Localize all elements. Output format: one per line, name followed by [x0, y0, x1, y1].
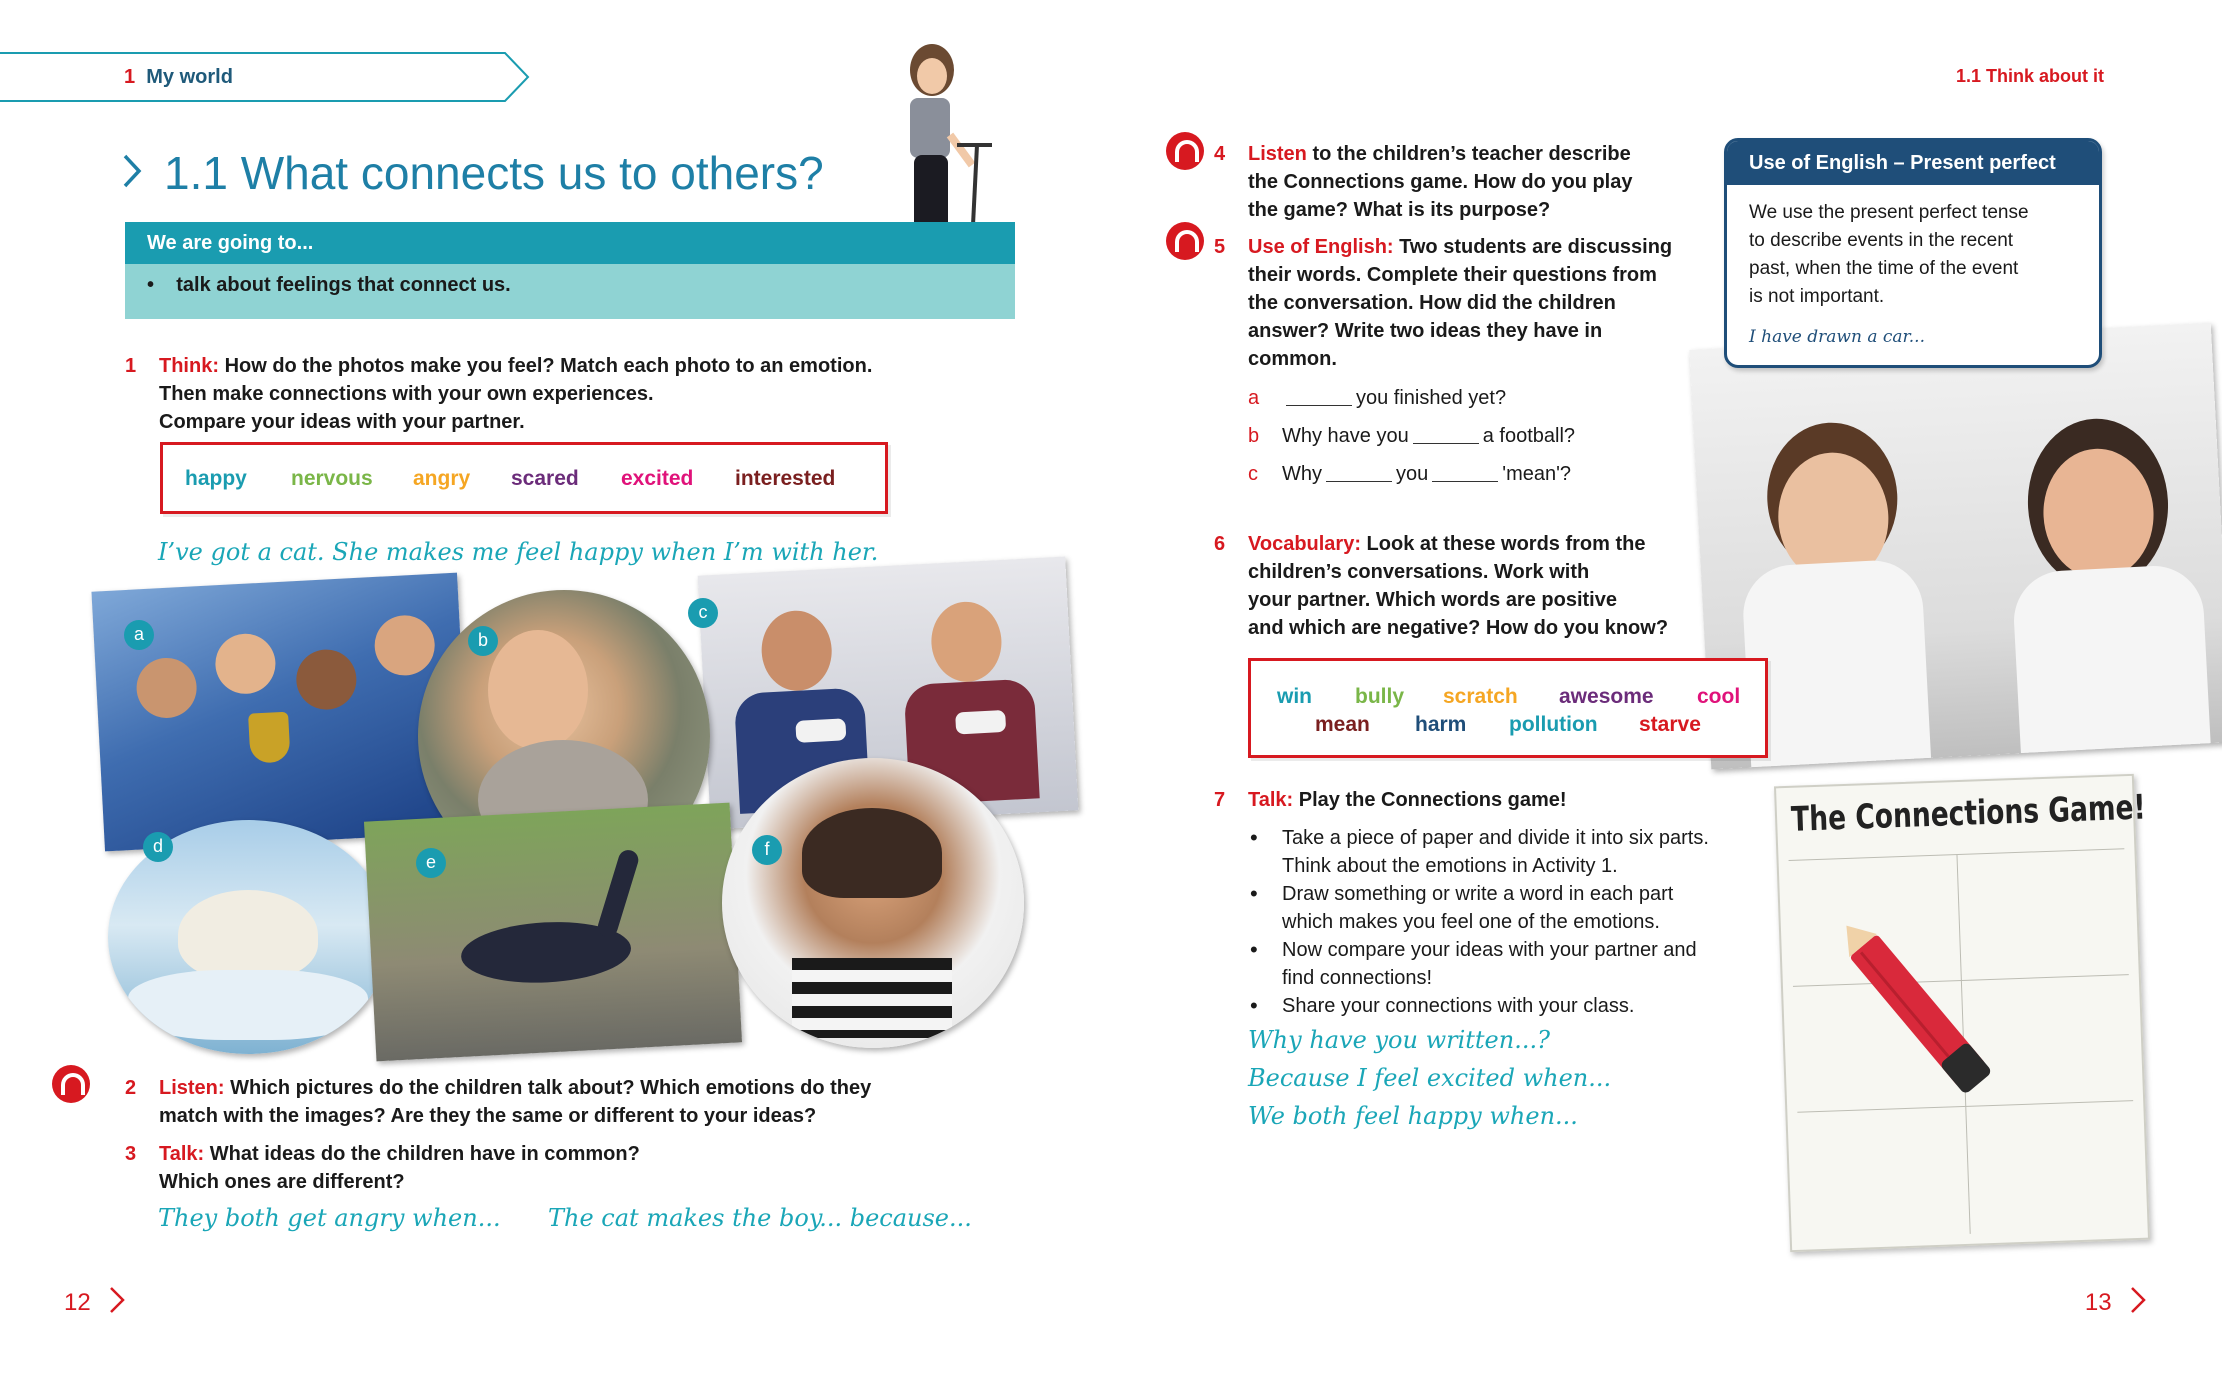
item-letter: b — [1248, 425, 1260, 447]
question-6 — [1214, 530, 1668, 642]
question-text: common. — [1248, 348, 1337, 370]
photo-label: b — [468, 626, 498, 656]
question-text: to the children’s teacher describe — [1306, 143, 1631, 165]
goal-item: • talk about feelings that connect us. — [147, 274, 511, 296]
question-keyword: Listen: — [159, 1077, 225, 1099]
page-number: 12 — [64, 1289, 91, 1316]
question-number: 4 — [1214, 143, 1226, 165]
unit-number: 1 — [124, 66, 136, 88]
sentence-prompt: We both feel happy when... — [1248, 1102, 1578, 1130]
item-text: a football? — [1482, 425, 1576, 447]
unit-title: My world — [146, 66, 233, 88]
question-keyword: Use of English: — [1248, 236, 1394, 258]
question-5 — [1214, 233, 1672, 373]
vocab-word: pollution — [1509, 713, 1598, 736]
goals-heading: We are going to... — [125, 222, 1015, 264]
question-text: the Connections game. How do you play — [1248, 171, 1633, 193]
item-text: you finished yet? — [1356, 387, 1507, 409]
emotion-word: happy — [185, 467, 247, 490]
question-text: Compare your ideas with your partner. — [159, 411, 525, 433]
photo-label: a — [124, 620, 154, 650]
pencil-icon — [1820, 900, 2028, 1137]
instruction-text: find connections! — [1282, 967, 1433, 989]
sentence-prompt: The cat makes the boy... because... — [548, 1204, 972, 1232]
audio-icon[interactable] — [1166, 222, 1204, 260]
item-letter: a — [1248, 387, 1260, 409]
answer-blank[interactable] — [1432, 481, 1498, 482]
question-keyword: Talk: — [1248, 789, 1294, 811]
goal-text: talk about feelings that connect us. — [176, 274, 511, 296]
chevron-right-icon — [122, 146, 142, 200]
vocab-word: bully — [1355, 685, 1405, 708]
page-number: 13 — [2084, 1289, 2112, 1316]
photo-children-smiling — [1689, 323, 2222, 770]
gap-fill-item-b — [1248, 422, 1575, 450]
gap-fill-item-a — [1248, 384, 1506, 412]
grammar-rule-text: We use the present perfect tense — [1749, 202, 2029, 223]
question-3 — [125, 1140, 640, 1196]
emotion-word: excited — [621, 467, 694, 490]
vocab-word: awesome — [1559, 685, 1654, 708]
question-1 — [125, 352, 872, 436]
vocab-word: cool — [1697, 685, 1741, 708]
vocab-word: win — [1277, 685, 1312, 708]
instruction-text: Share your connections with your class. — [1282, 995, 1635, 1017]
answer-blank[interactable] — [1326, 481, 1392, 482]
question-keyword: Listen — [1248, 143, 1307, 165]
vocabulary-word-box — [1248, 658, 1768, 758]
sentence-prompt: Because I feel excited when... — [1248, 1064, 1612, 1092]
game-sheet-title: The Connections Game! — [1790, 787, 2147, 840]
chevron-right-icon — [2130, 1286, 2146, 1314]
answer-blank[interactable] — [1286, 405, 1352, 406]
lesson-title — [122, 146, 824, 200]
question-number: 3 — [125, 1143, 137, 1165]
emotion-word-box — [160, 442, 888, 514]
question-text: children’s conversations. Work with — [1248, 561, 1590, 583]
photo-label: d — [143, 832, 173, 862]
photo-label: f — [752, 835, 782, 865]
vocab-word: starve — [1639, 713, 1701, 736]
unit-label — [124, 66, 233, 89]
unit-ribbon — [0, 52, 530, 102]
question-text: answer? Write two ideas they have in — [1248, 320, 1603, 342]
item-letter: c — [1248, 463, 1258, 485]
instruction-text: Think about the emotions in Activity 1. — [1282, 855, 1618, 877]
question-number: 7 — [1214, 789, 1226, 811]
lesson-header: 1.1 Think about it — [1955, 66, 2104, 86]
question-text: the conversation. How did the children — [1248, 292, 1616, 314]
question-4 — [1214, 140, 1632, 224]
grammar-rule-text: is not important. — [1749, 286, 1885, 307]
emotion-word: interested — [735, 467, 836, 490]
page-number-right — [2085, 1286, 2146, 1317]
grammar-rule-text: to describe events in the recent — [1749, 230, 2014, 251]
question-text: your partner. Which words are positive — [1248, 589, 1617, 611]
instruction-text: Now compare your ideas with your partner and — [1282, 939, 1697, 961]
question-text: What ideas do the children have in common? — [209, 1143, 640, 1165]
emotion-word: angry — [413, 467, 471, 490]
question-number: 6 — [1214, 533, 1226, 555]
emotion-word: nervous — [291, 467, 373, 490]
question-text: and which are negative? How do you know? — [1248, 617, 1669, 639]
grammar-rule-text: past, when the time of the event — [1749, 258, 2019, 279]
photo-label: c — [688, 598, 718, 628]
question-text: the game? What is its purpose? — [1248, 199, 1551, 221]
connections-game-sheet — [1774, 774, 2150, 1252]
question-number: 1 — [125, 355, 137, 377]
question-text: Play the Connections game! — [1293, 789, 1567, 811]
question-text: Look at these words from the — [1361, 533, 1646, 555]
instruction-item — [1246, 824, 1766, 880]
model-sentence: I’ve got a cat. She makes me feel happy when I’m with her. — [158, 538, 879, 566]
photo-f-worried-boy — [722, 758, 1024, 1048]
question-keyword: Think: — [159, 355, 219, 377]
instruction-item — [1246, 936, 1766, 992]
instruction-item — [1246, 880, 1766, 936]
photo-a-celebrating-children — [91, 573, 470, 852]
instruction-item — [1246, 992, 1766, 1020]
grammar-box — [1724, 138, 2102, 368]
instruction-text: which makes you feel one of the emotions. — [1282, 911, 1660, 933]
grammar-example: I have drawn a car... — [1749, 327, 1925, 347]
question-text: Which ones are different? — [159, 1171, 405, 1193]
question-text: Then make connections with your own experiences. — [159, 383, 654, 405]
instruction-text: Draw something or write a word in each part — [1282, 883, 1674, 905]
question-text: Two students are discussing — [1393, 236, 1673, 258]
item-text: you — [1396, 463, 1429, 485]
question-2 — [125, 1074, 871, 1130]
game-instructions — [1246, 824, 1766, 1020]
answer-blank[interactable] — [1413, 443, 1479, 444]
question-number: 5 — [1214, 236, 1226, 258]
gap-fill-item-c — [1248, 460, 1571, 488]
vocab-word: harm — [1415, 713, 1467, 736]
question-text: match with the images? Are they the same or different to your ideas? — [159, 1105, 817, 1127]
audio-icon[interactable] — [1166, 132, 1204, 170]
question-number: 2 — [125, 1077, 137, 1099]
goals-box — [125, 222, 1015, 319]
item-text: 'mean'? — [1502, 463, 1572, 485]
chevron-right-icon — [109, 1286, 125, 1314]
question-keyword: Talk: — [159, 1143, 205, 1165]
grammar-box-heading: Use of English – Present perfect — [1727, 141, 2099, 185]
question-7 — [1214, 786, 1567, 814]
sentence-prompt: Why have you written...? — [1248, 1026, 1550, 1054]
page-number-left — [64, 1286, 125, 1317]
question-keyword: Vocabulary: — [1248, 533, 1361, 555]
item-text: Why have you — [1282, 425, 1409, 447]
photo-e-scorpion — [364, 803, 742, 1062]
item-text: Why — [1282, 463, 1322, 485]
question-text: Which pictures do the children talk about? Which emotions do they — [230, 1077, 872, 1099]
question-text: their words. Complete their questions from — [1248, 264, 1657, 286]
audio-icon[interactable] — [52, 1065, 90, 1103]
vocab-word: scratch — [1443, 685, 1518, 708]
emotion-word: scared — [511, 467, 579, 490]
sentence-prompt: They both get angry when... — [158, 1204, 501, 1232]
lesson-title-text: 1.1 What connects us to others? — [164, 147, 824, 199]
photo-label: e — [416, 848, 446, 878]
vocab-word: mean — [1315, 713, 1370, 736]
instruction-text: Take a piece of paper and divide it into six parts. — [1282, 827, 1709, 849]
question-text: How do the photos make you feel? Match each photo to an emotion. — [224, 355, 873, 377]
